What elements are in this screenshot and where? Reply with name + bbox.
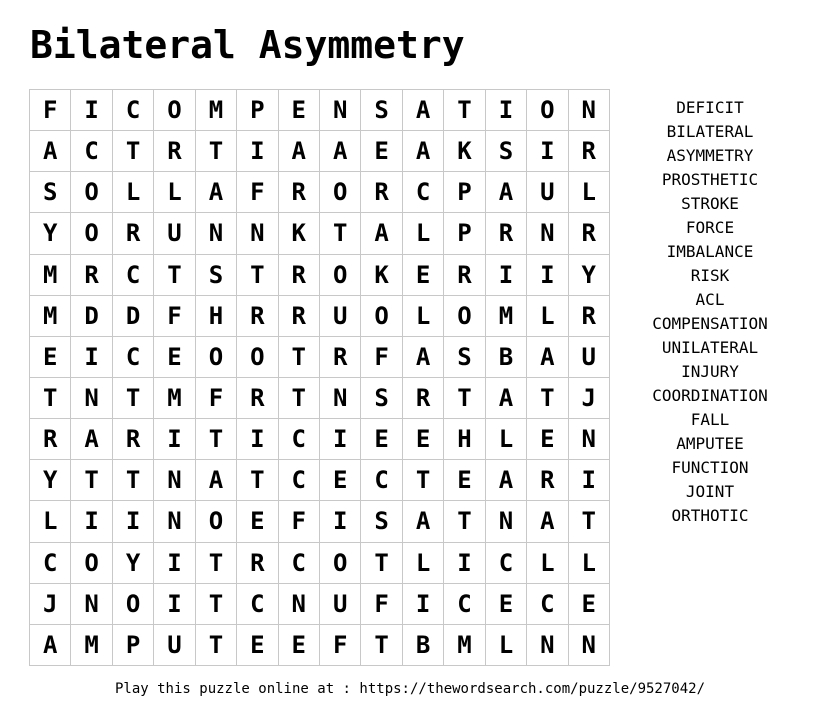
grid-cell: C <box>71 131 112 172</box>
word-list-item: AMPUTEE <box>676 434 744 453</box>
grid-cell: I <box>486 255 527 296</box>
grid-cell: R <box>154 131 195 172</box>
grid-cell: E <box>237 625 278 666</box>
grid-cell: P <box>444 213 485 254</box>
grid-cell: N <box>527 213 568 254</box>
grid-cell: L <box>403 296 444 337</box>
grid-cell: N <box>71 584 112 625</box>
grid-cell: C <box>279 543 320 584</box>
grid-cell: I <box>237 419 278 460</box>
grid-cell: E <box>403 255 444 296</box>
grid-cell: O <box>71 172 112 213</box>
grid-cell: L <box>486 625 527 666</box>
grid-cell: C <box>237 584 278 625</box>
grid-cell: M <box>30 296 71 337</box>
grid-cell: O <box>154 90 195 131</box>
grid-cell: N <box>569 625 610 666</box>
grid-cell: A <box>403 131 444 172</box>
grid-cell: E <box>237 501 278 542</box>
grid-cell: D <box>113 296 154 337</box>
grid-cell: P <box>444 172 485 213</box>
grid-cell: C <box>113 255 154 296</box>
grid-cell: R <box>569 296 610 337</box>
grid-cell: T <box>444 90 485 131</box>
grid-cell: J <box>30 584 71 625</box>
footer-link-text: Play this puzzle online at : https://thewordsearch.com/puzzle/9527042/ <box>114 681 705 697</box>
grid-cell: N <box>154 501 195 542</box>
grid-cell: I <box>71 90 112 131</box>
grid-cell: O <box>320 172 361 213</box>
grid-cell: N <box>569 90 610 131</box>
grid-cell: S <box>361 378 402 419</box>
grid-cell: I <box>154 543 195 584</box>
grid-cell: N <box>237 213 278 254</box>
grid-cell: I <box>154 419 195 460</box>
grid-cell: I <box>71 501 112 542</box>
grid-cell: O <box>71 543 112 584</box>
grid-cell: U <box>320 296 361 337</box>
grid-cell: S <box>30 172 71 213</box>
grid-cell: R <box>237 543 278 584</box>
grid-cell: R <box>320 337 361 378</box>
word-list-item: ORTHOTIC <box>671 506 749 525</box>
grid-cell: A <box>527 337 568 378</box>
grid-cell: N <box>320 90 361 131</box>
grid-cell: T <box>361 543 402 584</box>
letter-grid <box>29 89 610 666</box>
word-list-item: ASYMMETRY <box>666 146 754 165</box>
grid-cell: T <box>403 460 444 501</box>
grid-cell: E <box>320 460 361 501</box>
grid-cell: K <box>444 131 485 172</box>
grid-cell: O <box>320 255 361 296</box>
grid-cell: Y <box>113 543 154 584</box>
grid-cell: R <box>30 419 71 460</box>
grid-cell: U <box>569 337 610 378</box>
word-list-item: COORDINATION <box>652 386 768 405</box>
grid-cell: E <box>569 584 610 625</box>
grid-cell: A <box>486 460 527 501</box>
word-list-item: PROSTHETIC <box>661 170 759 189</box>
grid-cell: N <box>320 378 361 419</box>
grid-cell: I <box>113 501 154 542</box>
grid-cell: A <box>71 419 112 460</box>
grid-cell: N <box>71 378 112 419</box>
grid-cell: S <box>486 131 527 172</box>
grid-cell: O <box>196 337 237 378</box>
grid-cell: C <box>113 337 154 378</box>
grid-cell: E <box>279 625 320 666</box>
grid-cell: A <box>30 131 71 172</box>
word-list <box>640 96 780 528</box>
grid-cell: N <box>527 625 568 666</box>
grid-cell: T <box>361 625 402 666</box>
grid-cell: A <box>320 131 361 172</box>
grid-cell: C <box>279 460 320 501</box>
grid-cell: C <box>361 460 402 501</box>
grid-cell: T <box>569 501 610 542</box>
grid-cell: I <box>320 501 361 542</box>
word-list-item: RISK <box>690 266 730 285</box>
grid-cell: C <box>279 419 320 460</box>
grid-cell: H <box>444 419 485 460</box>
grid-cell: I <box>444 543 485 584</box>
grid-cell: O <box>237 337 278 378</box>
word-list-item: BILATERAL <box>666 122 754 141</box>
grid-cell: D <box>71 296 112 337</box>
grid-cell: A <box>279 131 320 172</box>
grid-cell: I <box>569 460 610 501</box>
grid-cell: N <box>279 584 320 625</box>
grid-cell: E <box>154 337 195 378</box>
grid-cell: R <box>279 255 320 296</box>
grid-cell: O <box>527 90 568 131</box>
grid-cell: I <box>527 131 568 172</box>
grid-cell: K <box>279 213 320 254</box>
word-list-item: UNILATERAL <box>661 338 759 357</box>
grid-cell: R <box>569 213 610 254</box>
grid-cell: Y <box>569 255 610 296</box>
grid-cell: R <box>237 296 278 337</box>
grid-cell: T <box>237 255 278 296</box>
grid-cell: E <box>486 584 527 625</box>
grid-cell: R <box>279 296 320 337</box>
grid-cell: I <box>320 419 361 460</box>
grid-cell: I <box>154 584 195 625</box>
grid-cell: E <box>403 419 444 460</box>
puzzle-title: Bilateral Asymmetry <box>30 23 465 67</box>
grid-cell: A <box>403 501 444 542</box>
grid-cell: I <box>403 584 444 625</box>
grid-cell: M <box>71 625 112 666</box>
grid-cell: E <box>30 337 71 378</box>
grid-cell: N <box>486 501 527 542</box>
grid-cell: A <box>196 172 237 213</box>
grid-cell: T <box>113 131 154 172</box>
grid-cell: T <box>113 460 154 501</box>
grid-cell: A <box>486 378 527 419</box>
grid-cell: O <box>320 543 361 584</box>
grid-cell: T <box>30 378 71 419</box>
grid-cell: T <box>444 378 485 419</box>
grid-cell: R <box>444 255 485 296</box>
grid-cell: F <box>30 90 71 131</box>
grid-cell: P <box>237 90 278 131</box>
grid-cell: L <box>113 172 154 213</box>
grid-cell: R <box>237 378 278 419</box>
grid-cell: O <box>71 213 112 254</box>
grid-cell: P <box>113 625 154 666</box>
grid-cell: T <box>237 460 278 501</box>
grid-cell: O <box>444 296 485 337</box>
grid-cell: R <box>486 213 527 254</box>
grid-cell: C <box>527 584 568 625</box>
grid-cell: F <box>196 378 237 419</box>
grid-cell: K <box>361 255 402 296</box>
word-list-item: COMPENSATION <box>652 314 768 333</box>
grid-cell: M <box>154 378 195 419</box>
grid-cell: U <box>154 213 195 254</box>
grid-cell: U <box>154 625 195 666</box>
grid-cell: R <box>403 378 444 419</box>
grid-cell: M <box>444 625 485 666</box>
grid-cell: A <box>403 90 444 131</box>
word-list-item: JOINT <box>685 482 735 501</box>
grid-cell: E <box>444 460 485 501</box>
grid-cell: A <box>527 501 568 542</box>
grid-cell: F <box>154 296 195 337</box>
grid-cell: F <box>361 584 402 625</box>
word-list-item: INJURY <box>681 362 739 381</box>
grid-cell: C <box>113 90 154 131</box>
grid-cell: T <box>154 255 195 296</box>
grid-cell: E <box>527 419 568 460</box>
grid-cell: O <box>196 501 237 542</box>
grid-cell: O <box>361 296 402 337</box>
grid-cell: F <box>320 625 361 666</box>
grid-cell: T <box>444 501 485 542</box>
grid-cell: A <box>361 213 402 254</box>
grid-cell: F <box>361 337 402 378</box>
grid-cell: U <box>320 584 361 625</box>
grid-cell: L <box>154 172 195 213</box>
grid-cell: C <box>30 543 71 584</box>
grid-cell: E <box>361 419 402 460</box>
grid-cell: R <box>361 172 402 213</box>
grid-cell: F <box>279 501 320 542</box>
grid-cell: J <box>569 378 610 419</box>
grid-cell: C <box>444 584 485 625</box>
grid-cell: F <box>237 172 278 213</box>
grid-cell: B <box>403 625 444 666</box>
grid-cell: S <box>196 255 237 296</box>
word-list-item: FORCE <box>685 218 735 237</box>
grid-cell: T <box>196 543 237 584</box>
grid-cell: S <box>444 337 485 378</box>
grid-cell: Y <box>30 460 71 501</box>
grid-cell: T <box>196 584 237 625</box>
word-list-item: DEFICIT <box>676 98 744 117</box>
grid-cell: T <box>196 419 237 460</box>
grid-cell: L <box>527 543 568 584</box>
grid-cell: R <box>527 460 568 501</box>
word-list-item: IMBALANCE <box>666 242 754 261</box>
grid-cell: T <box>196 131 237 172</box>
grid-cell: T <box>279 337 320 378</box>
grid-cell: C <box>403 172 444 213</box>
grid-cell: L <box>527 296 568 337</box>
grid-cell: T <box>527 378 568 419</box>
grid-cell: L <box>30 501 71 542</box>
grid-cell: R <box>279 172 320 213</box>
grid-cell: T <box>320 213 361 254</box>
grid-cell: N <box>196 213 237 254</box>
grid-cell: T <box>279 378 320 419</box>
grid-cell: N <box>569 419 610 460</box>
grid-cell: O <box>113 584 154 625</box>
grid-cell: Y <box>30 213 71 254</box>
grid-cell: E <box>279 90 320 131</box>
grid-cell: L <box>403 213 444 254</box>
grid-cell: T <box>71 460 112 501</box>
grid-cell: S <box>361 90 402 131</box>
grid-cell: I <box>527 255 568 296</box>
grid-cell: L <box>403 543 444 584</box>
grid-cell: H <box>196 296 237 337</box>
grid-cell: I <box>486 90 527 131</box>
grid-cell: M <box>30 255 71 296</box>
grid-cell: T <box>113 378 154 419</box>
grid-cell: A <box>30 625 71 666</box>
grid-cell: L <box>569 172 610 213</box>
grid-cell: I <box>237 131 278 172</box>
grid-cell: M <box>486 296 527 337</box>
grid-cell: E <box>361 131 402 172</box>
grid-cell: T <box>196 625 237 666</box>
grid-cell: R <box>569 131 610 172</box>
word-list-item: FUNCTION <box>671 458 749 477</box>
grid-cell: C <box>486 543 527 584</box>
grid-cell: S <box>361 501 402 542</box>
word-list-item: ACL <box>695 290 725 309</box>
grid-cell: U <box>527 172 568 213</box>
word-list-item: FALL <box>690 410 730 429</box>
grid-cell: A <box>486 172 527 213</box>
grid-cell: L <box>569 543 610 584</box>
grid-cell: N <box>154 460 195 501</box>
grid-cell: M <box>196 90 237 131</box>
word-list-item: STROKE <box>681 194 739 213</box>
grid-cell: B <box>486 337 527 378</box>
grid-cell: R <box>113 419 154 460</box>
grid-cell: R <box>71 255 112 296</box>
grid-cell: A <box>403 337 444 378</box>
grid-cell: L <box>486 419 527 460</box>
grid-cell: A <box>196 460 237 501</box>
grid-cell: I <box>71 337 112 378</box>
grid-cell: R <box>113 213 154 254</box>
